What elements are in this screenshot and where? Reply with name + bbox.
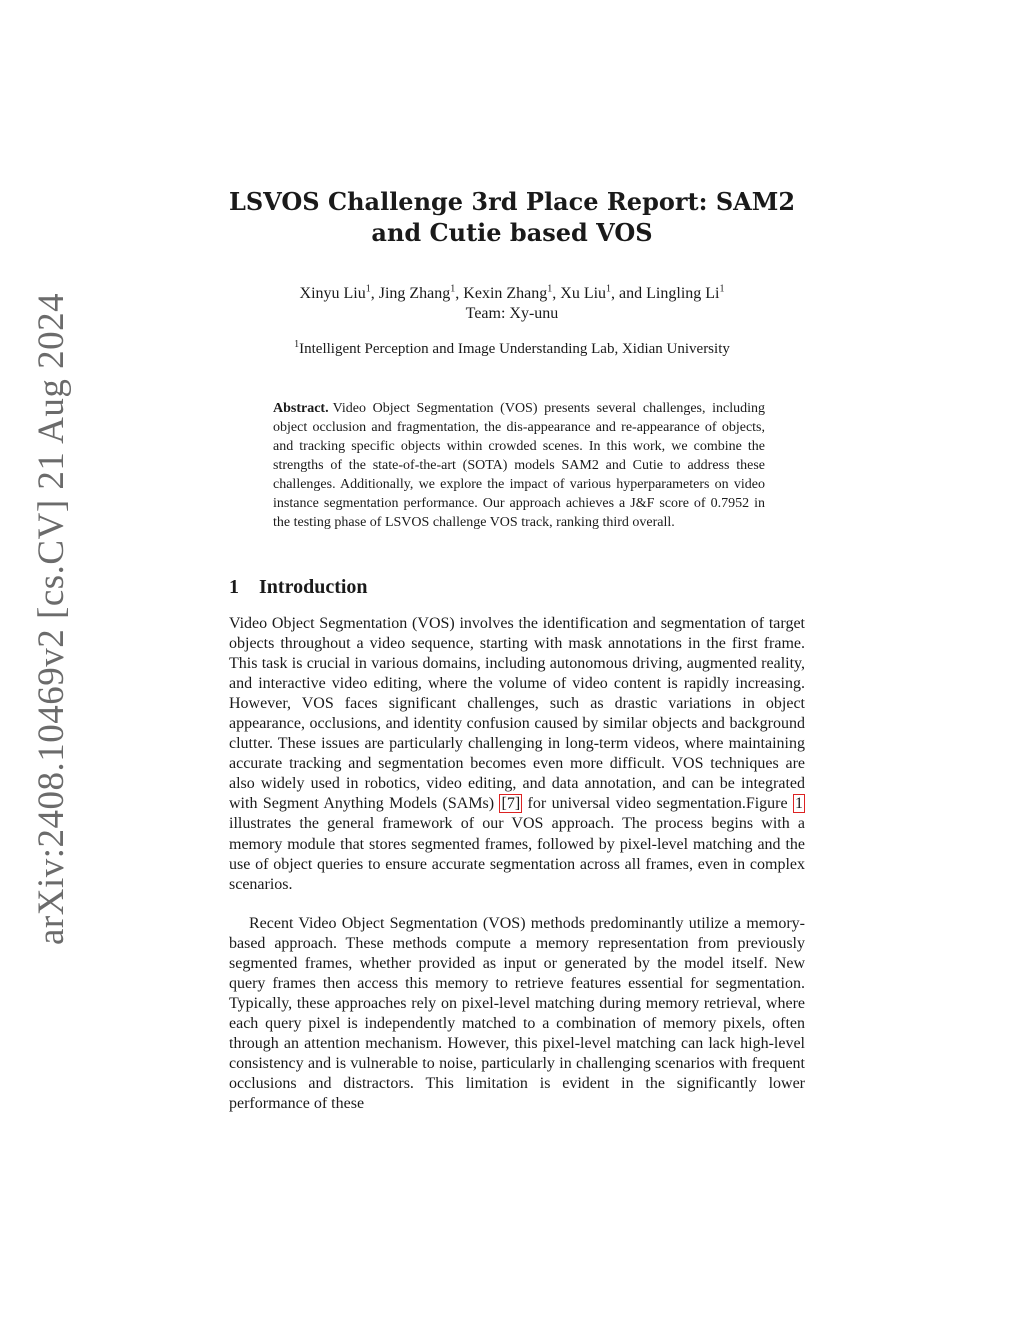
author-list: Xinyu Liu$^1$, Jing Zhang$^1$, Kexin Zhang$^1$, Xu Liu$^1$, and Lingling Li$^1$ bbox=[299, 283, 725, 302]
paper-title: LSVOS Challenge 3rd Place Report: SAM2 and Cutie based VOS bbox=[228, 187, 796, 247]
abstract-label: Abstract. bbox=[273, 401, 329, 416]
author-affiliation-mark: 1 bbox=[450, 283, 456, 295]
author-name: Jing Zhang bbox=[378, 285, 451, 302]
author-affiliation-mark: 1 bbox=[365, 283, 371, 295]
abstract-text: Video Object Segmentation (VOS) presents several challenges, including object occlusion and fragmentation, the dis-appearance and re-appearance of objects, and tracking specific objects within crowded scenes. In this work, we combine the strengths of the state-of-the-art (SOTA) models SAM2 and Cutie to address these challenges. Additionally, we explore the impact of various hyperparameters on video instance segmentation performance. Our approach achieves a J&F score of 0.7952 in the testing phase of LSVOS challenge VOS track, ranking third overall. bbox=[273, 401, 765, 530]
section-heading bbox=[229, 575, 629, 599]
author-name: Lingling Li bbox=[646, 285, 720, 302]
intro-paragraph-1 bbox=[229, 614, 805, 895]
paragraph-text: Video Object Segmentation (VOS) involves the identification and segmentation of target objects throughout a video sequence, starting with mask annotations in the first frame. This task is crucial in various domains, including autonomous driving, augmented reality, and interactive video editing, where the volume of video content is rapidly increasing. However, VOS faces significant challenges, such as drastic variations in object appearance, occlusions, and identity confusion caused by similar objects and background clutter. These issues are particularly challenging in long-term videos, where maintaining accurate tracking and segmentation becomes even more difficult. VOS techniques are also widely used in robotics, video editing, and data annotation, and can be integrated with Segment Anything Models (SAMs) bbox=[229, 615, 805, 813]
section-number: 1 bbox=[229, 576, 239, 598]
abstract bbox=[273, 399, 765, 532]
citation-link[interactable]: [7] bbox=[501, 795, 521, 813]
author-affiliation-mark: 1 bbox=[719, 283, 725, 295]
paragraph-text: for universal video segmentation.Figure bbox=[522, 795, 794, 813]
author-conjunction: and bbox=[619, 285, 643, 302]
affiliation-name: Intelligent Perception and Image Understanding Lab, Xidian University bbox=[299, 341, 730, 357]
author-name: Kexin Zhang bbox=[463, 285, 548, 302]
author-affiliation-mark: 1 bbox=[606, 283, 612, 295]
author-name: Xu Liu bbox=[560, 285, 607, 302]
arxiv-identifier-stamp: arXiv:2408.10469v2 [cs.CV] 21 Aug 2024 bbox=[31, 292, 72, 945]
author-name: Xinyu Liu bbox=[299, 285, 366, 302]
intro-paragraph-2: Recent Video Object Segmentation (VOS) methods predominantly utilize a memory-based approach. These methods compute a memory representation from previously segmented frames, whether provided as input or generated by the model itself. New query frames then access this memory to retrieve features essential for segmentation. Typically, these approaches rely on pixel-level matching during memory retrieval, where each query pixel is independently matched to a combination of memory pixels, often through an attention mechanism. However, this pixel-level matching can lack high-level consistency and is vulnerable to noise, particularly in challenging scenarios with frequent occlusions and distractors. This limitation is evident in the significantly lower performance of these bbox=[229, 915, 805, 1113]
team-name: Team: Xy-unu bbox=[465, 305, 559, 322]
section-title: Introduction bbox=[259, 576, 368, 598]
paragraph-text: illustrates the general framework of our VOS approach. The process begins with a memory module that stores segmented frames, followed by pixel-level matching and the use of object queries to ensure accurate segmentation across all frames, even in complex scenarios. bbox=[229, 815, 805, 893]
affiliation-mark: 1 bbox=[294, 339, 300, 350]
figure-reference-link[interactable]: 1 bbox=[795, 795, 804, 813]
author-affiliation-mark: 1 bbox=[547, 283, 553, 295]
affiliation bbox=[200, 340, 824, 359]
